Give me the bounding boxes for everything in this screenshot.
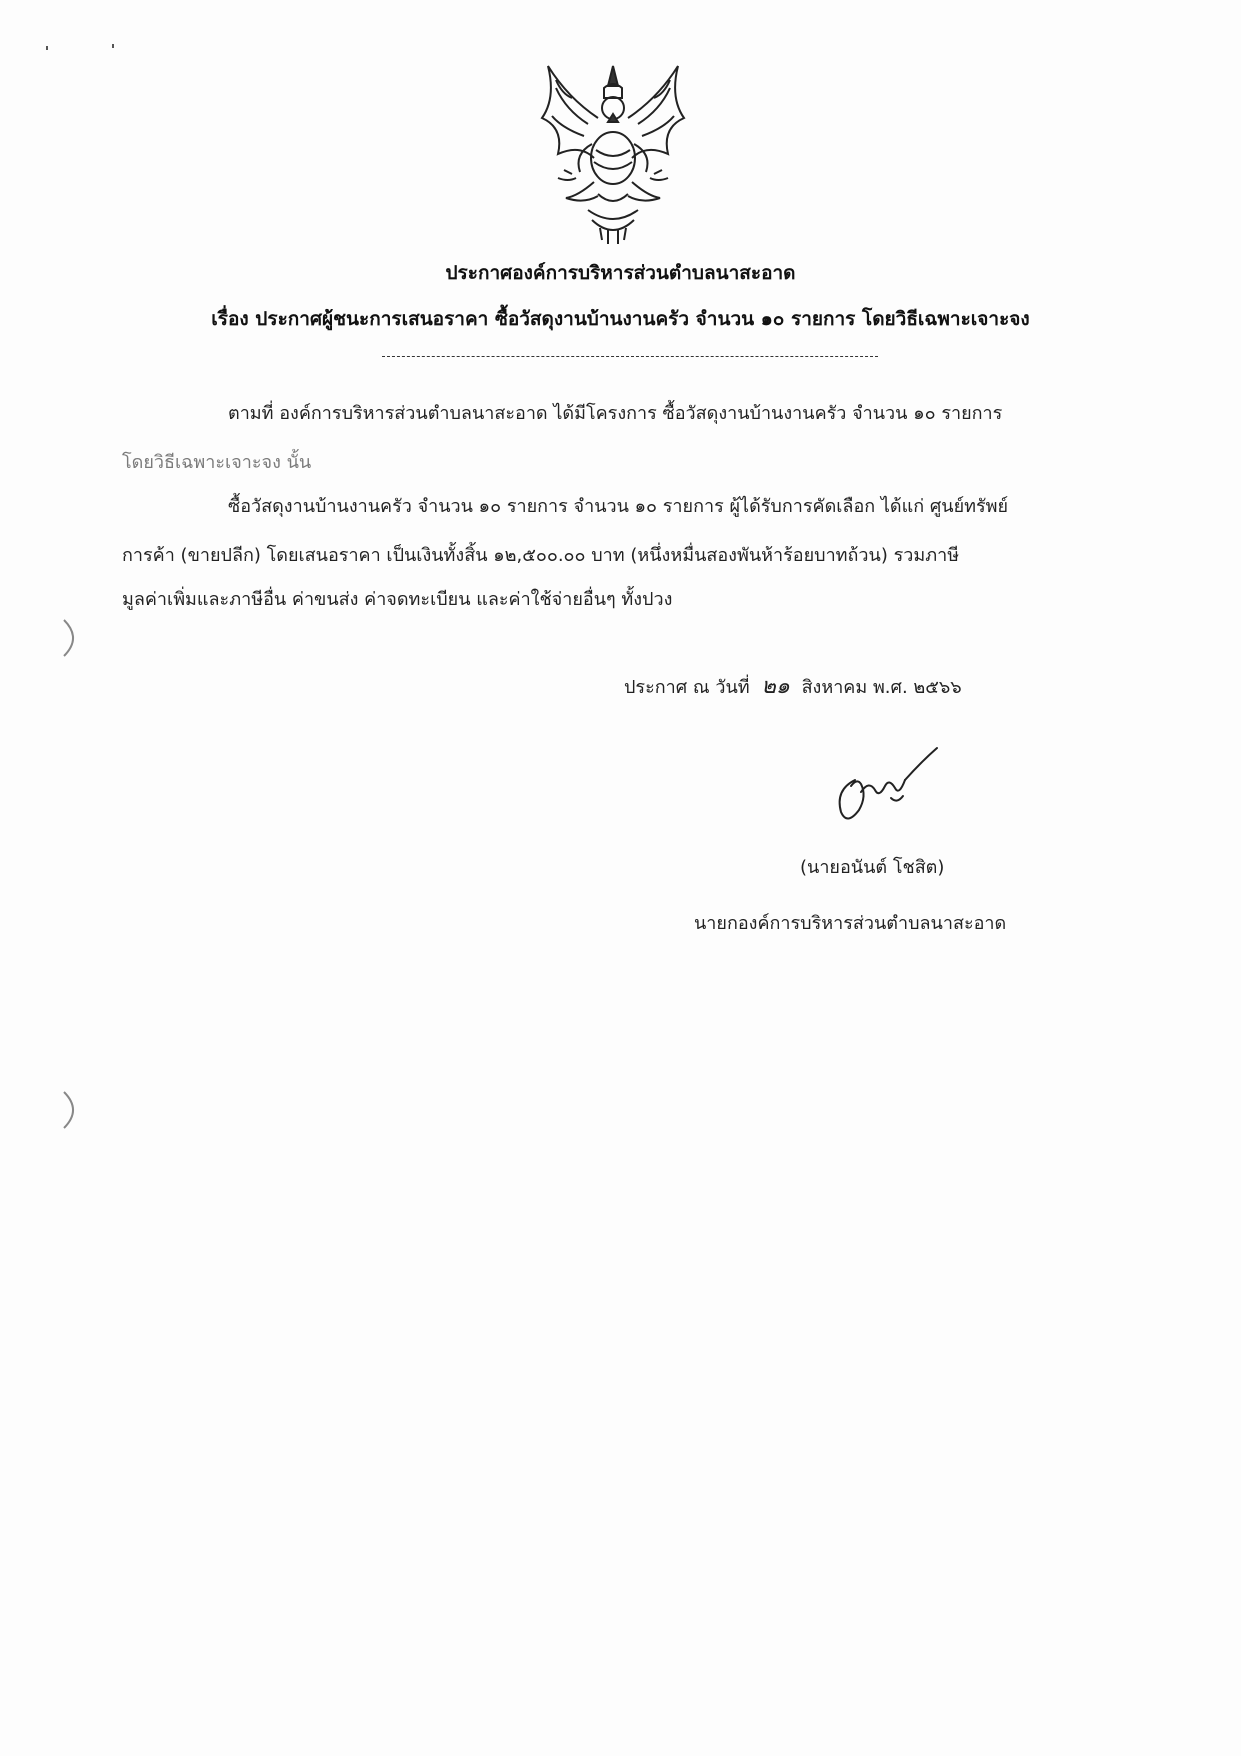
body-paragraph-line: ซื้อวัสดุงานบ้านงานครัว จำนวน ๑๐ รายการ จำนวน ๑๐ รายการ ผู้ได้รับการคัดเลือก ได้แก่ ศูนย์ทรัพย์ bbox=[228, 496, 1009, 517]
date-day-handwritten: ๒๑ bbox=[761, 674, 790, 699]
scan-speck bbox=[112, 44, 114, 48]
date-prefix: ประกาศ ณ วันที่ bbox=[624, 677, 750, 698]
signatory-position: นายกองค์การบริหารส่วนตำบลนาสะอาด bbox=[694, 913, 1007, 934]
binder-hole-mark bbox=[60, 618, 82, 658]
date-month-year: สิงหาคม พ.ศ. ๒๕๖๖ bbox=[801, 677, 962, 698]
scan-speck bbox=[46, 46, 48, 50]
announcement-date bbox=[624, 668, 962, 703]
garuda-emblem-icon bbox=[528, 58, 698, 248]
body-paragraph-line: โดยวิธีเฉพาะเจาะจง นั้น bbox=[122, 452, 312, 473]
signatory-name: (นายอนันต์ โชสิต) bbox=[800, 857, 945, 878]
announcement-title: ประกาศองค์การบริหารส่วนตำบลนาสะอาด bbox=[445, 262, 796, 284]
body-paragraph-line: ตามที่ องค์การบริหารส่วนตำบลนาสะอาด ได้มีโครงการ ซื้อวัสดุงานบ้านงานครัว จำนวน ๑๐ รายการ bbox=[228, 403, 1003, 424]
body-paragraph-line: การค้า (ขายปลีก) โดยเสนอราคา เป็นเงินทั้งสิ้น ๑๒,๕๐๐.๐๐ บาท (หนึ่งหมื่นสองพันห้าร้อยบาทถ้วน) รวมภาษี bbox=[122, 545, 960, 566]
binder-hole-mark bbox=[60, 1090, 82, 1130]
body-paragraph-line: มูลค่าเพิ่มและภาษีอื่น ค่าขนส่ง ค่าจดทะเบียน และค่าใช้จ่ายอื่นๆ ทั้งปวง bbox=[122, 589, 673, 610]
separator-line bbox=[382, 356, 878, 357]
handwritten-signature bbox=[825, 740, 945, 830]
announcement-subject: เรื่อง ประกาศผู้ชนะการเสนอราคา ซื้อวัสดุงานบ้านงานครัว จำนวน ๑๐ รายการ โดยวิธีเฉพาะเจาะจง bbox=[211, 308, 1030, 330]
